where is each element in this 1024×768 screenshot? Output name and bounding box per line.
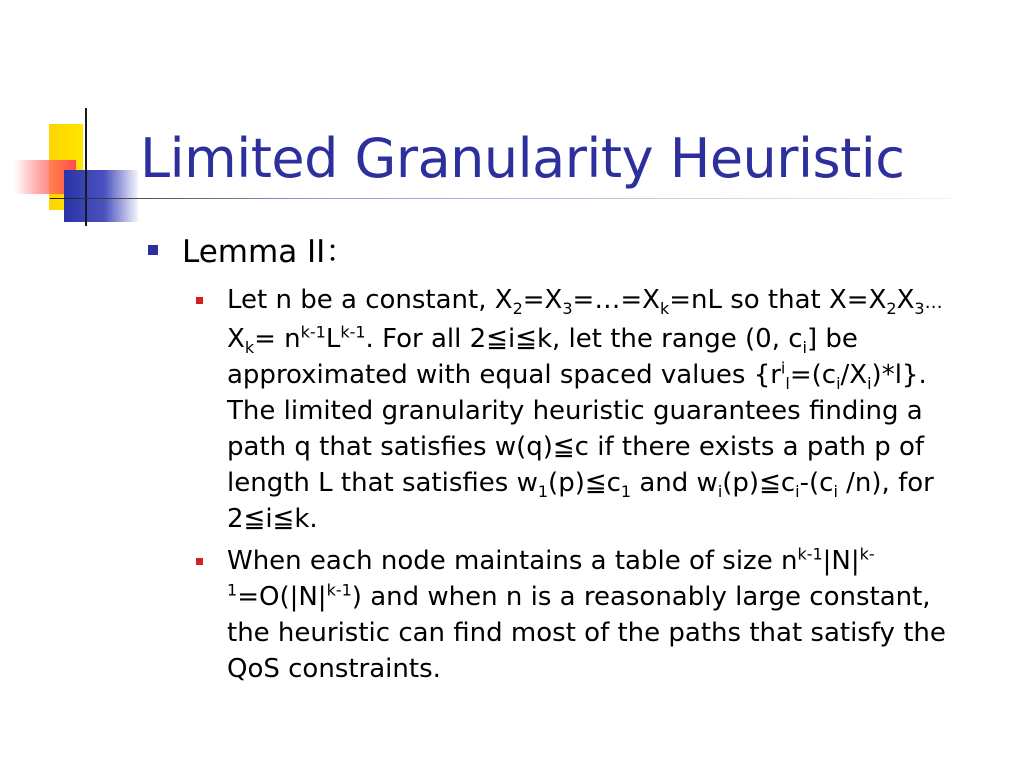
text-run: (p)≦c bbox=[722, 468, 796, 498]
text-run: L bbox=[325, 324, 341, 354]
text-run: … bbox=[924, 292, 943, 313]
text-run: =X bbox=[522, 285, 563, 315]
superscript: k-1 bbox=[326, 580, 352, 600]
subscript: 3 bbox=[562, 299, 573, 319]
bullet-lemma-text: Lemma II： bbox=[182, 234, 357, 270]
text-run: X bbox=[227, 324, 245, 354]
text-run: =(c bbox=[789, 360, 837, 390]
text-run: /n), for 2≦i≦k. bbox=[227, 468, 934, 534]
subscript: k bbox=[659, 299, 670, 319]
text-run: =…=X bbox=[572, 285, 660, 315]
square-bullet-icon bbox=[196, 558, 203, 565]
text-run: |N| bbox=[822, 546, 860, 576]
text-run: . For all 2≦i≦k, let the range (0, c bbox=[365, 324, 803, 354]
sub-bullet-table-size-text bbox=[227, 543, 977, 687]
subscript: 1 bbox=[620, 482, 632, 502]
subscript: i bbox=[867, 374, 872, 394]
subscript: 2 bbox=[886, 299, 897, 319]
text-run: Let n be a constant, X bbox=[227, 285, 513, 315]
subscript: i bbox=[833, 482, 838, 502]
sub-bullet-table-size bbox=[196, 543, 978, 687]
superscript: k-1 bbox=[227, 544, 875, 600]
text-run: ) and when n is a reasonably large constant, the heuristic can find most of the paths that satisfy the QoS constraints. bbox=[227, 582, 946, 684]
square-bullet-icon bbox=[196, 297, 203, 304]
text-run: -(c bbox=[799, 468, 834, 498]
subscript: l bbox=[785, 374, 790, 394]
text-run: and w bbox=[631, 468, 718, 498]
text-run: =nL so that X=X bbox=[669, 285, 887, 315]
subscript: 2 bbox=[512, 299, 523, 319]
sub-bullet-definition-text bbox=[227, 282, 977, 537]
superscript: k-1 bbox=[797, 544, 823, 564]
text-run: X bbox=[896, 285, 915, 315]
subscript: 1 bbox=[537, 482, 549, 502]
subscript: i bbox=[795, 482, 800, 502]
decorative-vertical-line bbox=[85, 108, 87, 226]
text-run: When each node maintains a table of size n bbox=[227, 546, 798, 576]
text-run: = n bbox=[254, 324, 301, 354]
bullet-lemma bbox=[148, 232, 978, 272]
text-run: ] be approximated with equal spaced values {r bbox=[227, 324, 858, 390]
decorative-blue-block bbox=[64, 170, 138, 222]
text-run: /X bbox=[840, 360, 868, 390]
slide-body bbox=[148, 232, 978, 693]
text-run: )*l}. The limited granularity heuristic guarantees finding a path q that satisfies w(q)≦c if there exists a path p of length L that satisfies w bbox=[227, 360, 927, 498]
title-underline bbox=[50, 198, 950, 199]
text-run: =O(|N| bbox=[237, 582, 327, 612]
sub-bullet-list bbox=[148, 282, 978, 687]
subscript: 3 bbox=[914, 299, 925, 319]
slide-title: Limited Granularity Heuristic bbox=[140, 127, 905, 190]
subscript: i bbox=[717, 482, 723, 502]
superscript: i bbox=[780, 358, 786, 378]
sub-bullet-definition bbox=[196, 282, 978, 537]
square-bullet-icon bbox=[148, 245, 158, 255]
subscript: i bbox=[836, 374, 841, 394]
text-run: (p)≦c bbox=[548, 468, 621, 498]
superscript: k-1 bbox=[340, 322, 366, 342]
subscript: i bbox=[802, 338, 807, 358]
subscript: k bbox=[244, 338, 255, 358]
superscript: k-1 bbox=[300, 322, 326, 342]
